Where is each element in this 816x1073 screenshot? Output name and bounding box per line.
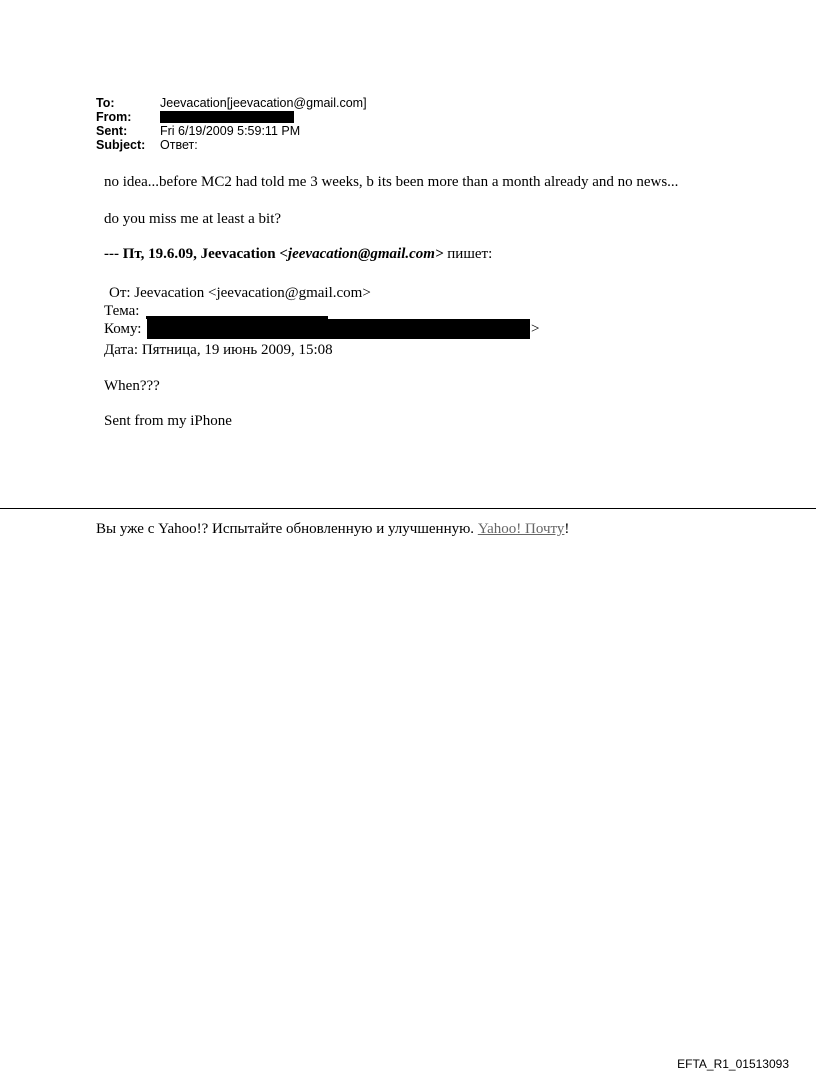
from-redaction	[160, 111, 294, 123]
section-divider	[0, 508, 816, 509]
yahoo-mail-link[interactable]: Yahoo! Почту	[477, 521, 565, 537]
body-line-1: no idea...before MC2 had told me 3 weeks, b its been more than a month already and no news...	[104, 174, 679, 190]
header-to-row	[96, 96, 367, 110]
header-sent-row	[96, 124, 367, 138]
header-from-row	[96, 110, 367, 124]
quote-intro	[104, 246, 492, 263]
body-line-2: do you miss me at least a bit?	[104, 211, 282, 227]
quoted-date-line: Дата: Пятница, 19 июнь 2009, 15:08	[104, 342, 333, 358]
to-value: Jeevacation[jeevacation@gmail.com]	[160, 96, 367, 110]
email-header	[96, 96, 367, 152]
yahoo-promo	[96, 521, 569, 538]
to-redaction	[147, 319, 530, 339]
quoted-signature: Sent from my iPhone	[104, 413, 232, 429]
quoted-subject-label: Тема:	[104, 303, 140, 319]
quoted-from-line: От: Jeevacation <jeevacation@gmail.com>	[109, 285, 371, 301]
subject-label: Subject:	[96, 138, 146, 152]
quote-intro-prefix: --- Пт, 19.6.09, Jeevacation	[104, 246, 280, 262]
quote-intro-suffix: пишет:	[443, 246, 493, 262]
quote-intro-email: <jeevacation@gmail.com>	[279, 246, 444, 262]
document-id: EFTA_R1_01513093	[677, 1057, 789, 1071]
quoted-subject-row	[104, 302, 139, 320]
sent-label: Sent:	[96, 124, 128, 138]
quoted-message: When???	[104, 378, 160, 394]
header-subject-row	[96, 138, 367, 152]
promo-text: Вы уже с Yahoo!? Испытайте обновленную и улучшенную.	[96, 521, 478, 537]
quoted-to-row	[104, 320, 141, 338]
promo-end: !	[564, 521, 570, 537]
to-label: To:	[96, 96, 115, 110]
quoted-to-label: Кому:	[104, 321, 142, 337]
from-label: From:	[96, 110, 132, 124]
subject-value: Ответ:	[160, 138, 198, 152]
quoted-to-trailing: >	[531, 321, 540, 337]
sent-value: Fri 6/19/2009 5:59:11 PM	[160, 124, 301, 138]
